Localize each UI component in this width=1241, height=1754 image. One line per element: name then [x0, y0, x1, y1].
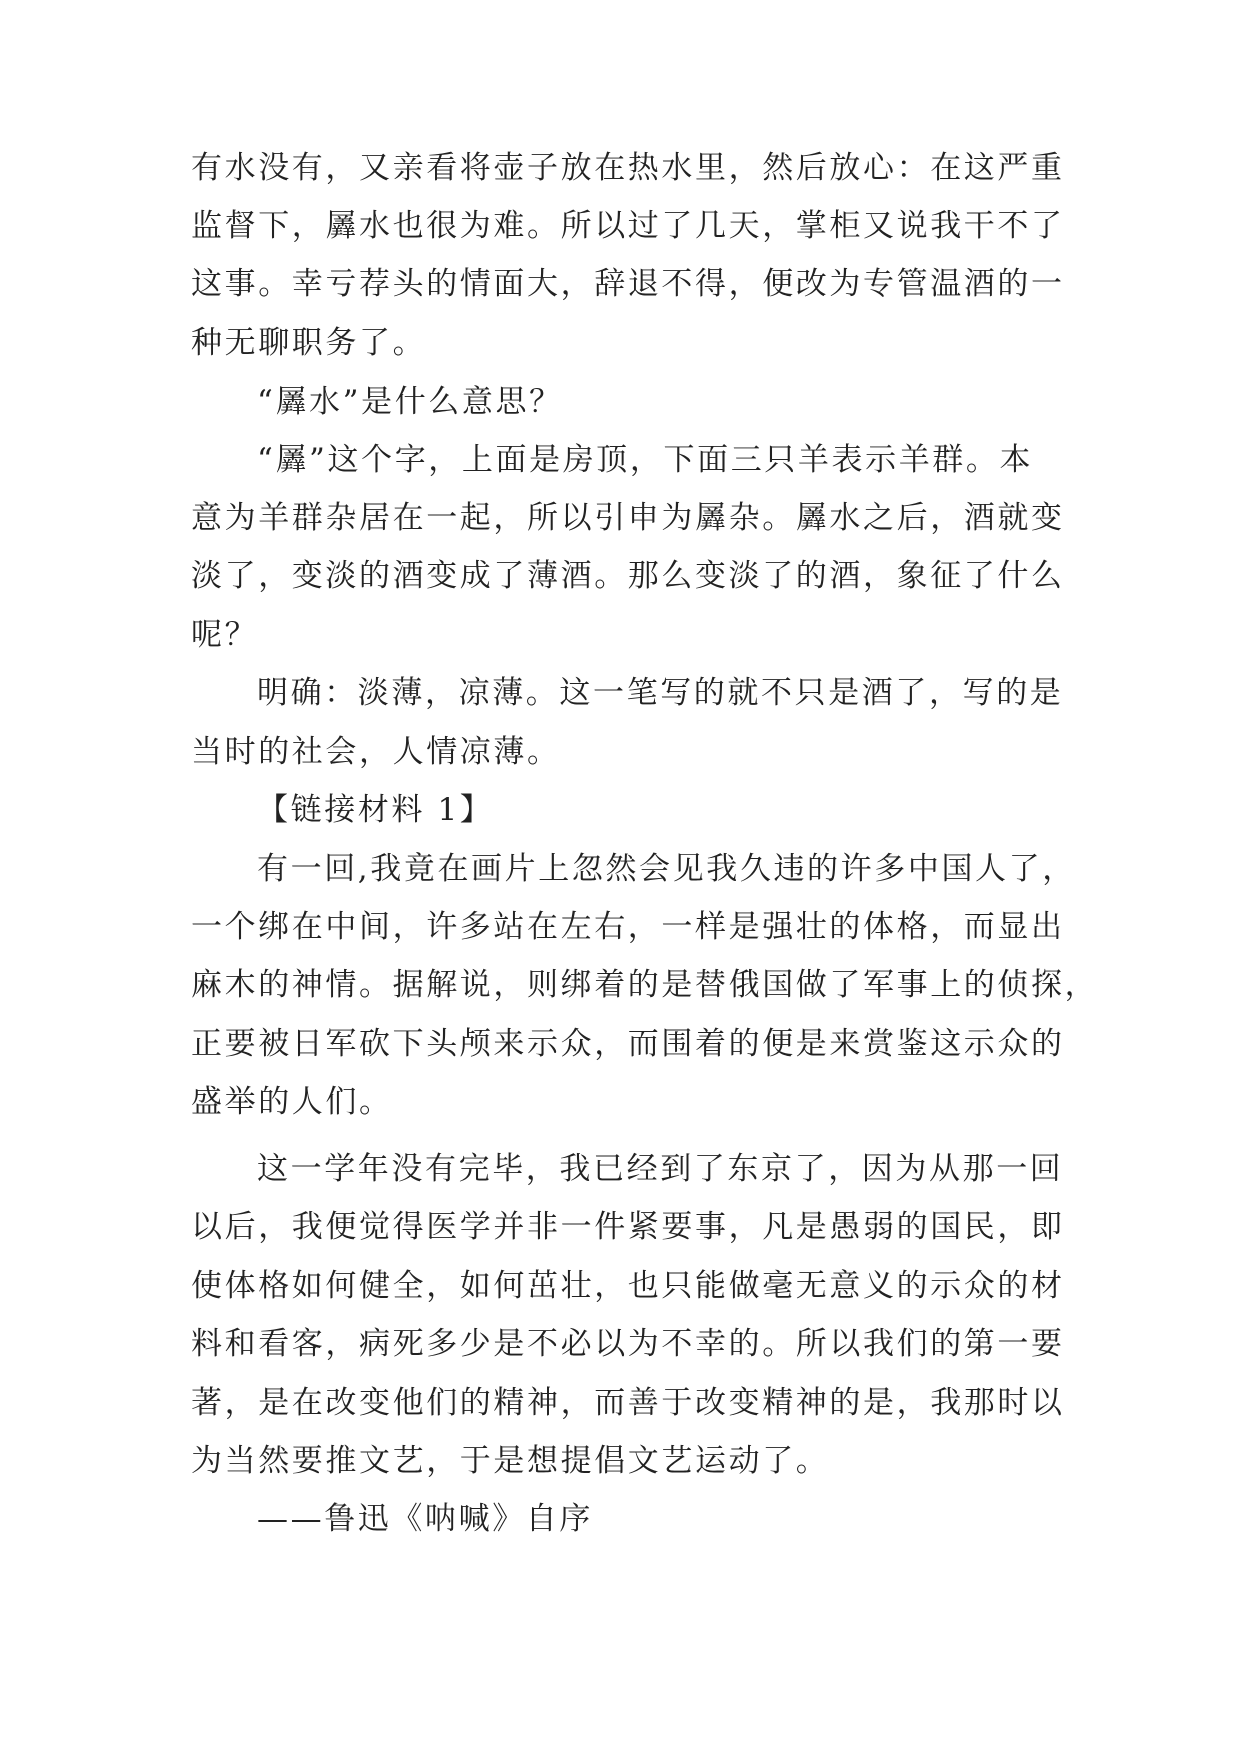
text-line: 当时的社会，人情凉薄。 — [191, 734, 561, 770]
text-line: 淡了，变淡的酒变成了薄酒。那么变淡了的酒，象征了什么 — [191, 558, 1065, 594]
text-line: 著，是在改变他们的精神，而善于改变精神的是，我那时以 — [191, 1385, 1065, 1421]
text-line: 麻木的神情。据解说，则绑着的是替俄国做了军事上的侦探， — [191, 967, 1099, 1003]
text-line: 为当然要推文艺，于是想提倡文艺运动了。 — [191, 1443, 830, 1479]
section-heading: 【链接材料 1】 — [257, 792, 494, 828]
text-line: 一个绑在中间，许多站在左右，一样是强壮的体格，而显出 — [191, 909, 1065, 945]
text-line: 种无聊职务了。 — [191, 325, 427, 361]
citation: ——鲁迅《呐喊》自序 — [257, 1501, 593, 1537]
text-line: 料和看客，病死多少是不必以为不幸的。所以我们的第一要 — [191, 1326, 1065, 1362]
text-line: 以后，我便觉得医学并非一件紧要事，凡是愚弱的国民，即 — [191, 1209, 1065, 1245]
text-line: 有一回,我竟在画片上忽然会见我久违的许多中国人了， — [257, 851, 1076, 887]
text-line: 呢？ — [191, 617, 259, 653]
text-line: “羼”这个字，上面是房顶，下面三只羊表示羊群。本 — [257, 442, 1034, 478]
text-line: 监督下，羼水也很为难。所以过了几天，掌柜又说我干不了 — [191, 208, 1065, 244]
text-line: 有水没有，又亲看将壶子放在热水里，然后放心：在这严重 — [191, 150, 1065, 186]
text-line: 明确：淡薄，凉薄。这一笔写的就不只是酒了，写的是 — [257, 675, 1064, 711]
text-line: 正要被日军砍下头颅来示众，而围着的便是来赏鉴这示众的 — [191, 1026, 1065, 1062]
text-line: 这事。幸亏荐头的情面大，辞退不得，便改为专管温酒的一 — [191, 266, 1065, 302]
text-line: 意为羊群杂居在一起，所以引申为羼杂。羼水之后，酒就变 — [191, 500, 1065, 536]
text-line: 这一学年没有完毕，我已经到了东京了，因为从那一回 — [257, 1151, 1064, 1187]
text-line: “羼水”是什么意思？ — [257, 384, 563, 420]
text-line: 盛举的人们。 — [191, 1084, 393, 1120]
text-line: 使体格如何健全，如何茁壮，也只能做毫无意义的示众的材 — [191, 1268, 1065, 1304]
